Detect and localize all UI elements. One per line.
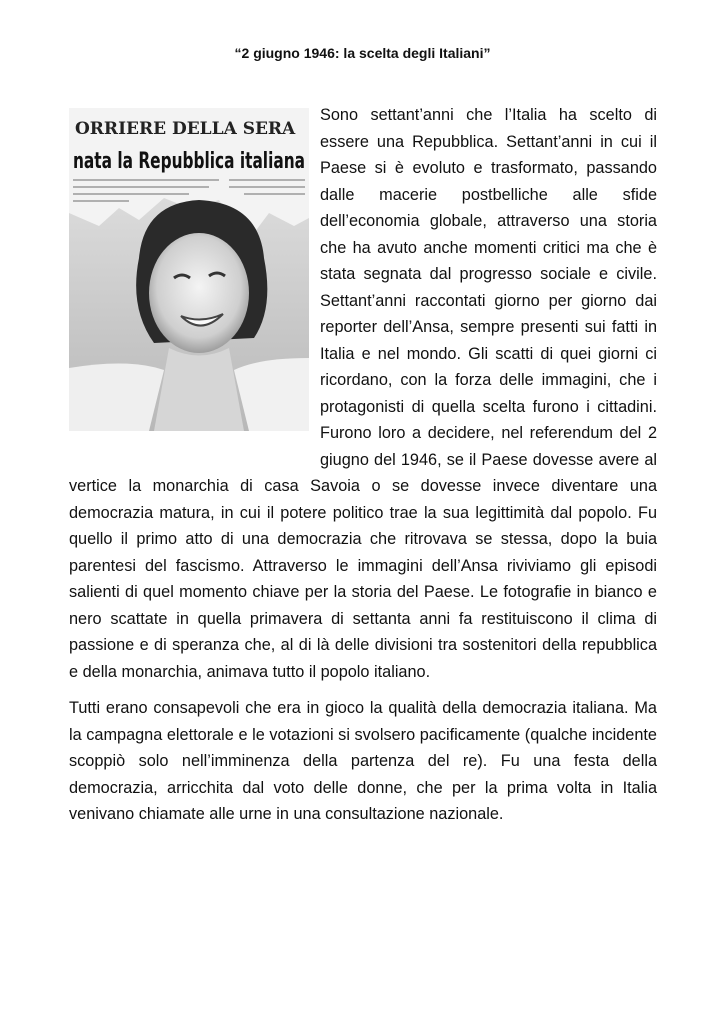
article-body bbox=[69, 102, 657, 838]
paragraph-2: Tutti erano consapevoli che era in gioco la qualità della democrazia italiana. Ma la campagna elettorale e le votazioni si svolsero pacificamente (qualche incidente scoppiò solo nell’imminenza della partenza del re). Fu una festa della democrazia, arricchita dal voto delle donne, che per la prima volta in Italia venivano chiamate alle urne in una consultazione nazionale. bbox=[69, 699, 657, 823]
document-title: “2 giugno 1946: la scelta degli Italiani” bbox=[234, 45, 491, 61]
paragraph-1: Sono settant’anni che l’Italia ha scelto di essere una Repubblica. Settant’anni in cui il Paese si è evoluto e trasformato, passando dalle macerie postbelliche alle sfide dell’economia globale, attraverso una storia che ha avuto anche momenti critici ma che è stata segnata dal progresso sociale e civile. Settant’anni raccontati giorno per giorno dai reporter dell’Ansa, sempre presenti sui fatti in Italia e nel mondo. Gli scatti di quei giorni ci ricordano, con la forza delle immagini, che i protagonisti di quella scelta furono i cittadini. Furono loro a decidere, nel referendum del 2 giugno del 1946, se il Paese dovesse avere al vertice la monarchia di casa Savoia o se dovesse invece diventare una democrazia matura, in cui il potere politico trae la sua legittimità dal popolo. Fu quello il primo atto di una democrazia che ritrovava se stessa, dopo la buia parentesi del fascismo. Attraverso le immagini dell’Ansa riviviamo gli episodi salienti di quel momento chiave per la storia del Paese. Le fotografie in bianco e nero scattate in quella primavera di settanta anni fa restituiscono il clima di passione e di speranza che, al di là delle divisioni tra sostenitori della repubblica e della monarchia, animava tutto il popolo italiano. bbox=[69, 106, 657, 681]
newspaper-masthead: ORRIERE DELLA SERA bbox=[75, 119, 296, 139]
photo-spacer bbox=[69, 102, 320, 447]
newspaper-headline: nata la Repubblica italiana bbox=[73, 149, 305, 174]
